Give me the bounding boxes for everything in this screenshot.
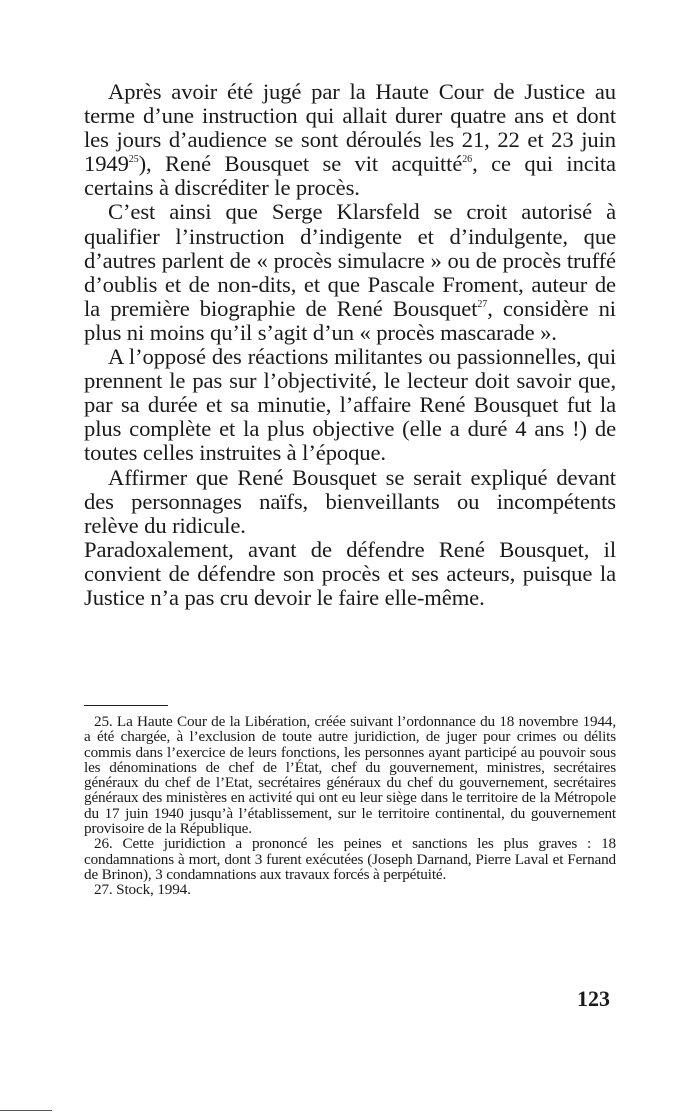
footnote-ref-27: 27: [477, 298, 488, 310]
paragraph-2: [84, 200, 616, 345]
footnotes: [84, 714, 616, 898]
page-number: 123: [577, 986, 610, 1011]
main-text: [84, 80, 616, 610]
paragraph-1-text-c: , ce qui incita certains à discréditer le procès.: [84, 151, 616, 201]
footnote-ref-25: 25: [128, 154, 139, 166]
paragraph-2-text-b: , considère ni plus ni moins qu’il s’agit d’un « procès mascarade ».: [84, 295, 616, 345]
paragraph-2-text-a: C’est ainsi que Serge Klarsfeld se croit autorisé à qualifier l’instruction d’indigente et d’indulgente, que d’autres parlent de « procès simulacre » ou de procès truffé d’oublis et de non-dits, et que Pascale Froment, auteur de la première biographie de René Bousquet: [84, 199, 616, 321]
paragraph-1: [84, 80, 616, 200]
paragraph-5: Paradoxalement, avant de défendre René Bousquet, il convient de défendre son procès et ses acteurs, puisque la Justice n’a pas cru devoir le faire elle-même.: [84, 536, 616, 610]
paragraph-3: A l’opposé des réactions militantes ou passionnelles, qui prennent le pas sur l’objectivité, le lecteur doit savoir que, par sa durée et sa minutie, l’affaire René Bousquet fut la plus complète et la plus objective (elle a duré 4 ans !) de toutes celles instruites à l’époque.: [84, 344, 616, 466]
footnote-separator: [84, 705, 168, 706]
footnote-27: 27. Stock, 1994.: [94, 881, 191, 899]
footnote-25: 25. La Haute Cour de la Libération, créée suivant l’ordonnance du 18 novembre 1944, a été chargée, à l’exclusion de toute autre juridiction, de juger pour crimes ou délits commis dans l’exercice de leurs fonctions, les personnes ayant participé au pouvoir sous les dénominations de chef de l’État, chef du gouvernement, ministres, secrétaires généraux du chef de l’Etat, secrétaires généraux du chef du gouvernement, secrétaires généraux des ministères en activité qui ont eu leur siège dans le territoire de la Métropole du 17 juin 1940 jusqu’à l’établissement, sur le territoire continental, du gouvernement provisoire de la République.: [84, 713, 616, 838]
footnote-26: 26. Cette juridiction a prononcé les peines et sanctions les plus graves : 18 condamnations à mort, dont 3 furent exécutées (Joseph Darnand, Pierre Laval et Fernand de Brinon), 3 condamnations aux travaux forcés à perpétuité.: [84, 835, 616, 883]
paragraph-4: Affirmer que René Bousquet se serait expliqué devant des personnages naïfs, bienveillants ou incompétents relève du ridicule.: [84, 464, 616, 538]
footnote-ref-26: 26: [462, 154, 473, 166]
scan-edge-line: [0, 1110, 52, 1111]
paragraph-1-text-a: Après avoir été jugé par la Haute Cour de Justice au terme d’une instruction qui allait durer quatre ans et dont les jours d’audience se sont déroulés les 21, 22 et 23 juin 1949: [84, 79, 616, 177]
paragraph-1-text-b: ), René Bousquet se vit acquitté: [138, 151, 463, 177]
